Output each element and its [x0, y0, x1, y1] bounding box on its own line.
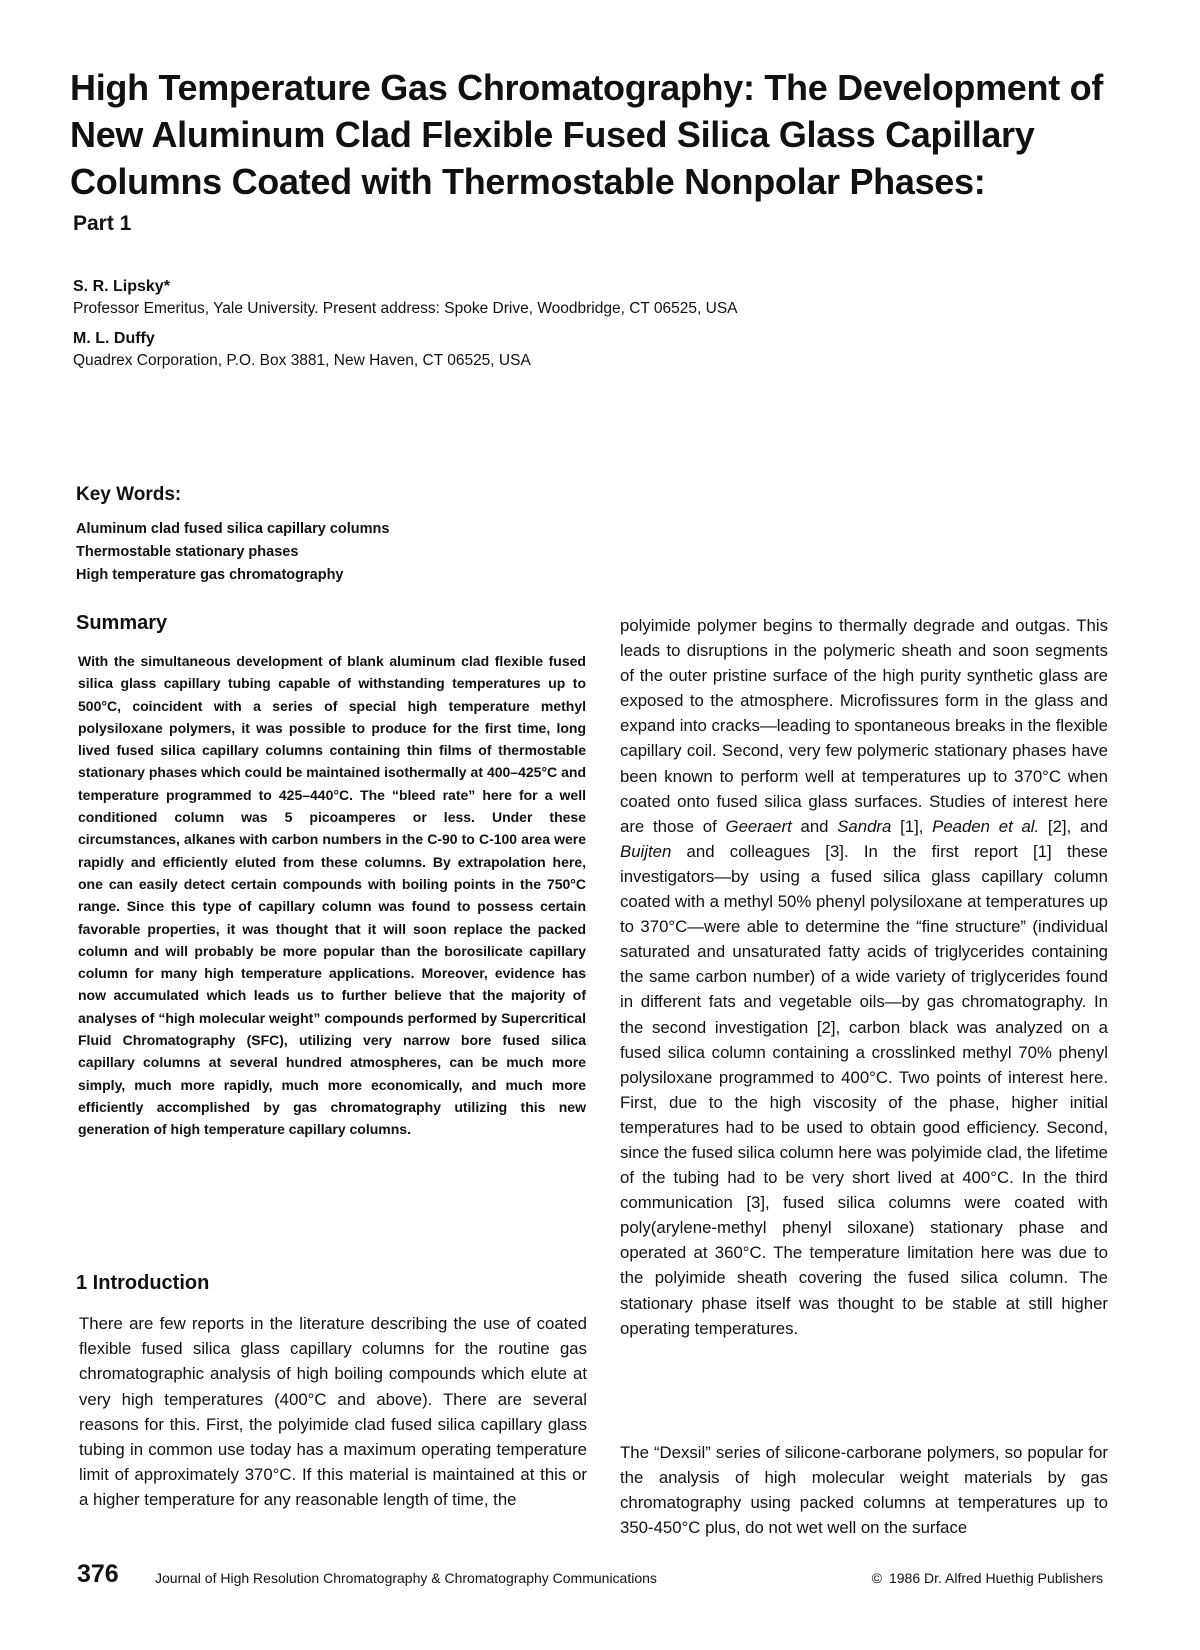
keyword-item: Aluminum clad fused silica capillary columns — [76, 521, 390, 537]
article-title: High Temperature Gas Chromatography: The Development of New Aluminum Clad Flexible Fused Silica Glass Capillary Columns Coated with Thermostable Nonpolar Phases: — [70, 67, 1103, 202]
page-number: 376 — [77, 1560, 119, 1588]
author-affiliation-1: Professor Emeritus, Yale University. Present address: Spoke Drive, Woodbridge, CT 06525, USA — [73, 300, 738, 317]
column2-paragraph-2: The “Dexsil” series of silicone-carborane polymers, so popular for the analysis of high molecular weight materials by gas chromatography using packed columns at temperatures up to 350-450°C plus, do not wet well on the surface — [620, 1443, 1108, 1538]
citation-number: [2], and — [1039, 816, 1108, 836]
column2-paragraph-1 — [620, 613, 1108, 1341]
keywords-list — [76, 518, 389, 587]
keyword-item: High temperature gas chromatography — [76, 567, 344, 583]
citation-author: Peaden et al. — [932, 816, 1040, 836]
summary-heading: Summary — [76, 612, 168, 634]
author-name-2: M. L. Duffy — [73, 330, 155, 347]
journal-name: Journal of High Resolution Chromatography & Chromatography Communications — [155, 1570, 657, 1586]
citation-author: Buijten — [620, 841, 672, 861]
copyright-symbol: © — [871, 1570, 882, 1586]
citation-author: Sandra — [837, 816, 892, 836]
summary-text: With the simultaneous development of blank aluminum clad flexible fused silica glass capillary tubing capable of withstanding temperatures up to 500°C, coincident with a series of special high temperature methyl polysiloxane polymers, it was possible to produce for the first time, long lived fused silica capillary columns containing thin films of thermostable stationary phases which could be maintained isothermally at 400–425°C and temperature programmed to 425–440°C. The “bleed rate” here for a well conditioned column was 5 picoamperes or less. Under these circumstances, alkanes with carbon numbers in the C-90 to C-100 area were rapidly and efficiently eluted from these columns. By extrapolation here, one can easily detect certain compounds with boiling points in the 750°C range. Since this type of capillary column was found to possess certain favorable properties, it was thought that it will soon replace the packed column and will probably be more popular than the borosilicate capillary column for many high temperature applications. Moreover, evidence has now accumulated which leads us to further believe that the majority of analyses of “high molecular weight” compounds performed by Supercritical Fluid Chromatography (SFC), utilizing very narrow bore fused silica capillary columns at several hundred atmospheres, can be much more simply, much more rapidly, much more economically, and much more efficiently accomplished by gas chromatography utilizing this new generation of high temperature capillary columns. — [78, 653, 586, 1138]
citation-number: [1], — [891, 816, 933, 836]
article-part-label: Part 1 — [73, 212, 132, 235]
author-affiliation-2: Quadrex Corporation, P.O. Box 3881, New Haven, CT 06525, USA — [73, 352, 531, 369]
copyright-text: 1986 Dr. Alfred Huethig Publishers — [888, 1570, 1103, 1586]
paragraph-text: and colleagues [3]. In the first report [1] these investigators—by using a fused silica glass capillary column coated with a methyl 50% phenyl polysiloxane at temperatures up to 370°C—were able to determine the “fine structure” (individual saturated and unsaturated fatty acids of triglycerides containing the same carbon number) of a wide variety of triglycerides found in different fats and vegetable oils—by gas chromatography. In the second investigation [2], carbon black was analyzed on a fused silica column containing a crosslinked methyl 70% phenyl polysiloxane programmed to 400°C. Two points of interest here. First, due to the high viscosity of the phase, higher initial temperatures had to be used to obtain good efficiency. Second, since the fused silica column here was polyimide clad, the lifetime of the tubing had to be very short lived at 400°C. In the third communication [3], fused silica columns were coated with poly(arylene-methyl phenyl siloxane) stationary phase and operated at 360°C. The temperature limitation here was due to the polyimide sheath covering the fused silica column. The stationary phase itself was thought to be stable at still higher operating temperatures. — [620, 841, 1108, 1338]
keywords-heading: Key Words: — [76, 484, 182, 505]
paragraph-text: polyimide polymer begins to thermally degrade and outgas. This leads to disruptions in the polymeric sheath and soon segments of the outer pristine surface of the high purity synthetic glass are exposed to the atmosphere. Microfissures form in the glass and expand into cracks—leading to spontaneous breaks in the flexible capillary coil. Second, very few polymeric stationary phases have been known to perform well at temperatures up to 370°C when coated onto fused silica glass surfaces. Studies of interest here are those of — [620, 616, 1108, 836]
keyword-item: Thermostable stationary phases — [76, 544, 299, 560]
citation-author: Geeraert — [725, 816, 792, 836]
copyright-notice — [872, 1570, 1103, 1586]
introduction-heading: 1 Introduction — [76, 1272, 210, 1294]
paragraph-text: and — [791, 816, 838, 836]
introduction-text: There are few reports in the literature describing the use of coated flexible fused silica glass capillary columns for the routine gas chromatographic analysis of high boiling compounds which elute at very high temperatures (400°C and above). There are several reasons for this. First, the polyimide clad fused silica capillary glass tubing in common use today has a maximum operating temperature limit of approximately 370°C. If this material is maintained at this or a higher temperature for any reasonable length of time, the — [79, 1314, 587, 1510]
author-name-1: S. R. Lipsky* — [73, 278, 170, 295]
